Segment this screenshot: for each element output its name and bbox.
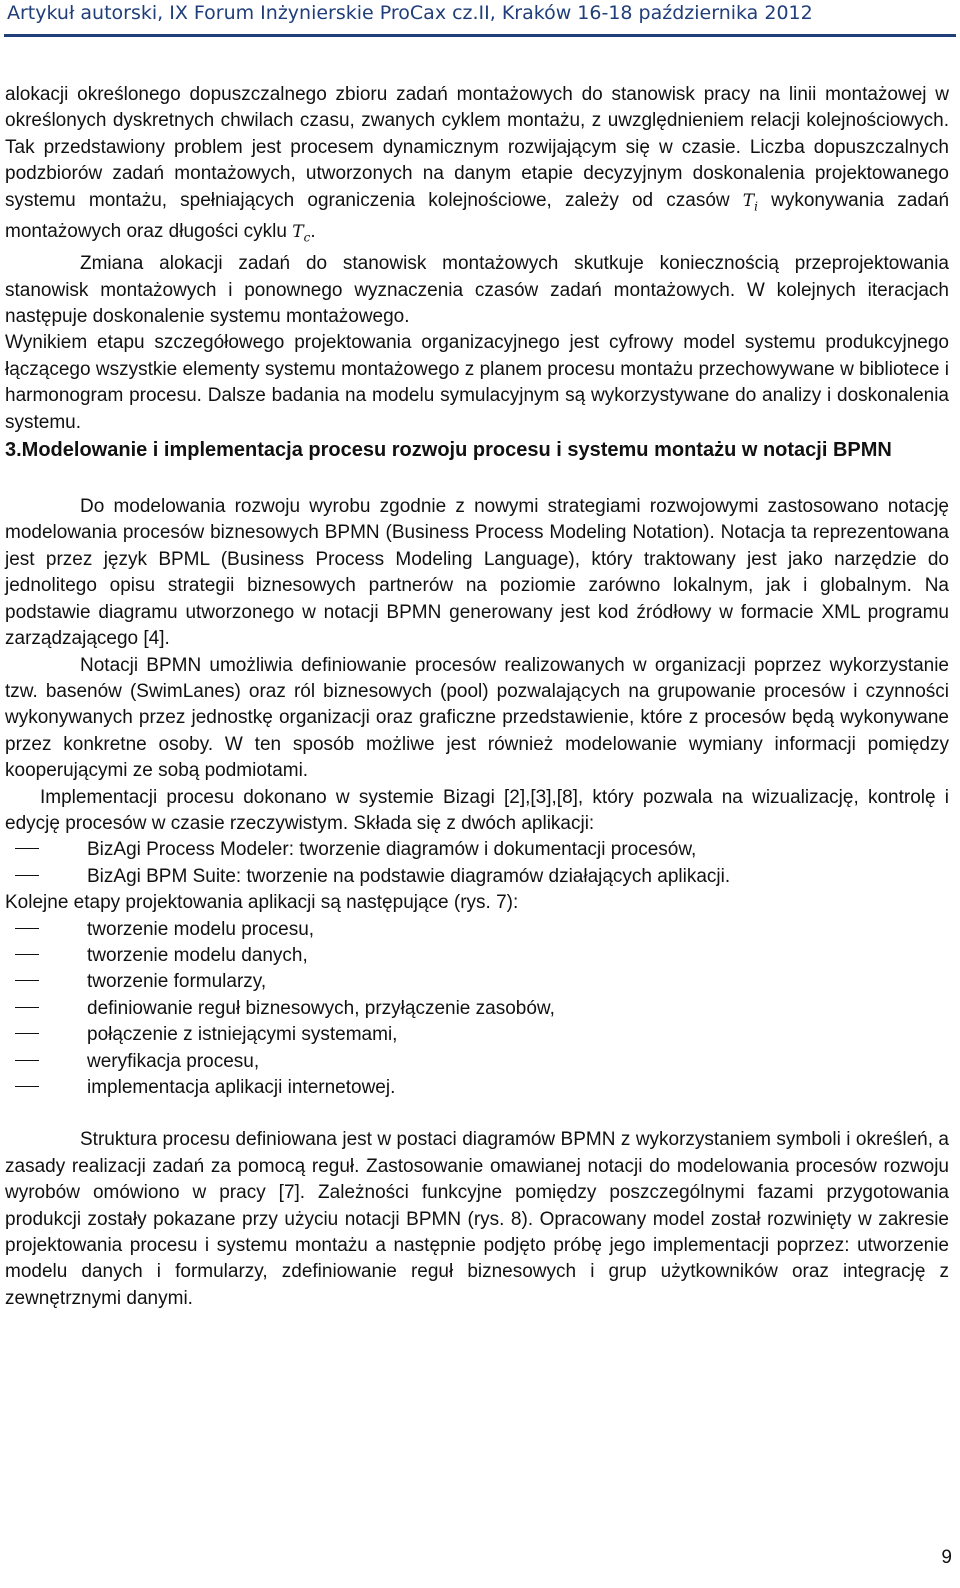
dash-icon xyxy=(15,1060,39,1061)
dash-icon xyxy=(15,954,39,955)
list-item-text: definiowanie reguł biznesowych, przyłączenie zasobów, xyxy=(87,997,555,1019)
dash-icon xyxy=(15,980,39,981)
paragraph-text: wykonywania zadań montażowych oraz długości cyklu xyxy=(5,189,950,243)
list-item xyxy=(5,917,949,943)
list-item xyxy=(5,1075,949,1101)
paragraph-text: alokacji określonego dopuszczalnego zbioru zadań montażowych do stanowisk pracy na linii montażowej w określonych dyskretnych chwilach czasu, zwanych cyklem montażu, z uwzględnieniem relacji kolejnościowych. Tak przedstawiony problem jest procesem dynamicznym rozwijającym się w czasie. Liczba dopuszczalnych podzbiorów zadań montażowych, utworzonych na danym etapie decyzyjnym doskonalenia projektowanego systemu montażu, spełniających ograniczenia kolejnościowe, zależy od czasów xyxy=(5,84,949,211)
list-item-text: tworzenie modelu danych, xyxy=(87,944,308,966)
paragraph-structure: Struktura procesu definiowana jest w postaci diagramów BPMN z wykorzystaniem symboli i określeń, a zasady realizacji zadań za pomocą reguł. Zastosowanie omawianej notacji do modelowania procesów rozwoju wyrobów omówiono w pracy [7]. Zależności funkcyjne pomiędzy poszczególnymi fazami przygotowania produkcji zostały pokazane przy użyciu notacji BPMN (rys. 8). Opracowany model został rozwinięty w zakresie projektowania procesu i systemu montażu a następnie podjęto próbę jego implementacji poprzez: utworzenie modelu danych i formularzy, zdefiniowanie reguł biznesowych i grup użytkowników oraz integrację z zewnętrznymi danymi. xyxy=(5,1129,949,1309)
page-number: 9 xyxy=(941,1547,952,1568)
list-item xyxy=(5,1022,949,1048)
dash-icon xyxy=(15,875,39,876)
header-rule xyxy=(4,34,956,37)
dash-icon xyxy=(15,1033,39,1034)
paragraph-stages: Kolejne etapy projektowania aplikacji są następujące (rys. 7): xyxy=(5,892,519,914)
list-item-text: tworzenie formularzy, xyxy=(87,971,267,993)
dash-icon xyxy=(15,928,39,929)
list-item xyxy=(5,1049,949,1075)
article-body xyxy=(5,82,949,1312)
dash-icon xyxy=(15,848,39,849)
running-header: Artykuł autorski, IX Forum Inżynierskie ProCax cz.II, Kraków 16-18 października 2012 xyxy=(7,2,813,24)
list-item-text: połączenie z istniejącymi systemami, xyxy=(87,1024,398,1046)
paragraph-swimlanes: Notacji BPMN umożliwia definiowanie procesów realizowanych w organizacji poprzez wykorzystanie tzw. basenów (SwimLanes) oraz ról biznesowych (pool) pozwalających na grupowanie procesów i czynności wykonywanych przez jednostkę organizacji oraz graficzne przedstawienie, które z procesów będą wykonywane przez konkretne osoby. W ten sposób możliwe jest również modelowanie wymiany informacji pomiędzy kooperującymi ze sobą podmiotami. xyxy=(5,654,949,782)
list-item-text: BizAgi Process Modeler: tworzenie diagramów i dokumentacji procesów, xyxy=(87,839,697,861)
paragraph-bpmn-intro: Do modelowania rozwoju wyrobu zgodnie z nowymi strategiami rozwojowymi zastosowano notację modelowania procesów biznesowych BPMN (Business Process Modeling Notation). Notacja ta reprezentowana jest przez język BPML (Business Process Modeling Language), który traktowany jest jako narzędzie do jednolitego opisu strategii biznesowych partnerów na poziomie zarówno lokalnym, jak i globalnym. Na podstawie diagramu utworzonego w notacji BPMN generowany jest kod źródłowy w formacie XML programu zarządzającego [4]. xyxy=(5,496,949,650)
list-item-text: implementacja aplikacji internetowej. xyxy=(87,1077,396,1098)
list-item xyxy=(5,996,949,1022)
math-variable-ti: $T_i$ xyxy=(742,190,758,214)
list-item xyxy=(5,969,949,995)
paragraph-text: . xyxy=(310,221,316,243)
dash-icon xyxy=(15,1086,39,1087)
list-item xyxy=(5,864,949,890)
list-item-text: weryfikacja procesu, xyxy=(87,1050,260,1072)
list-item xyxy=(5,943,949,969)
paragraph-allocation xyxy=(5,82,949,251)
paragraph-reallocation: Zmiana alokacji zadań do stanowisk montażowych skutkuje koniecznością przeprojektowania stanowisk montażowych i ponownego wyznaczenia czasów zadań montażowych. W kolejnych iteracjach następuje doskonalenie systemu montażowego. xyxy=(5,253,949,328)
list-item xyxy=(5,837,949,863)
paragraph-bizagi: Implementacji procesu dokonano w systemie Bizagi [2],[3],[8], który pozwala na wizualizację, kontrolę i edycję procesów w czasie rzeczywistym. Składa się z dwóch aplikacji: xyxy=(5,786,949,834)
paragraph-result: Wynikiem etapu szczegółowego projektowania organizacyjnego jest cyfrowy model systemu produkcyjnego łączącego wszystkie elementy systemu montażowego z planem procesu montażu przechowywane w bibliotece i harmonogram procesu. Dalsze badania na modelu symulacyjnym są wykorzystywane do analizy i doskonalenia systemu. xyxy=(5,332,949,433)
math-variable-tc: $T_c$ xyxy=(292,222,311,245)
dash-icon xyxy=(15,1007,39,1008)
list-item-text: tworzenie modelu procesu, xyxy=(87,918,315,940)
section-heading: 3.Modelowanie i implementacja procesu rozwoju procesu i systemu montażu w notacji BPMN xyxy=(5,439,892,462)
list-item-text: BizAgi BPM Suite: tworzenie na podstawie diagramów działających aplikacji. xyxy=(87,865,731,887)
